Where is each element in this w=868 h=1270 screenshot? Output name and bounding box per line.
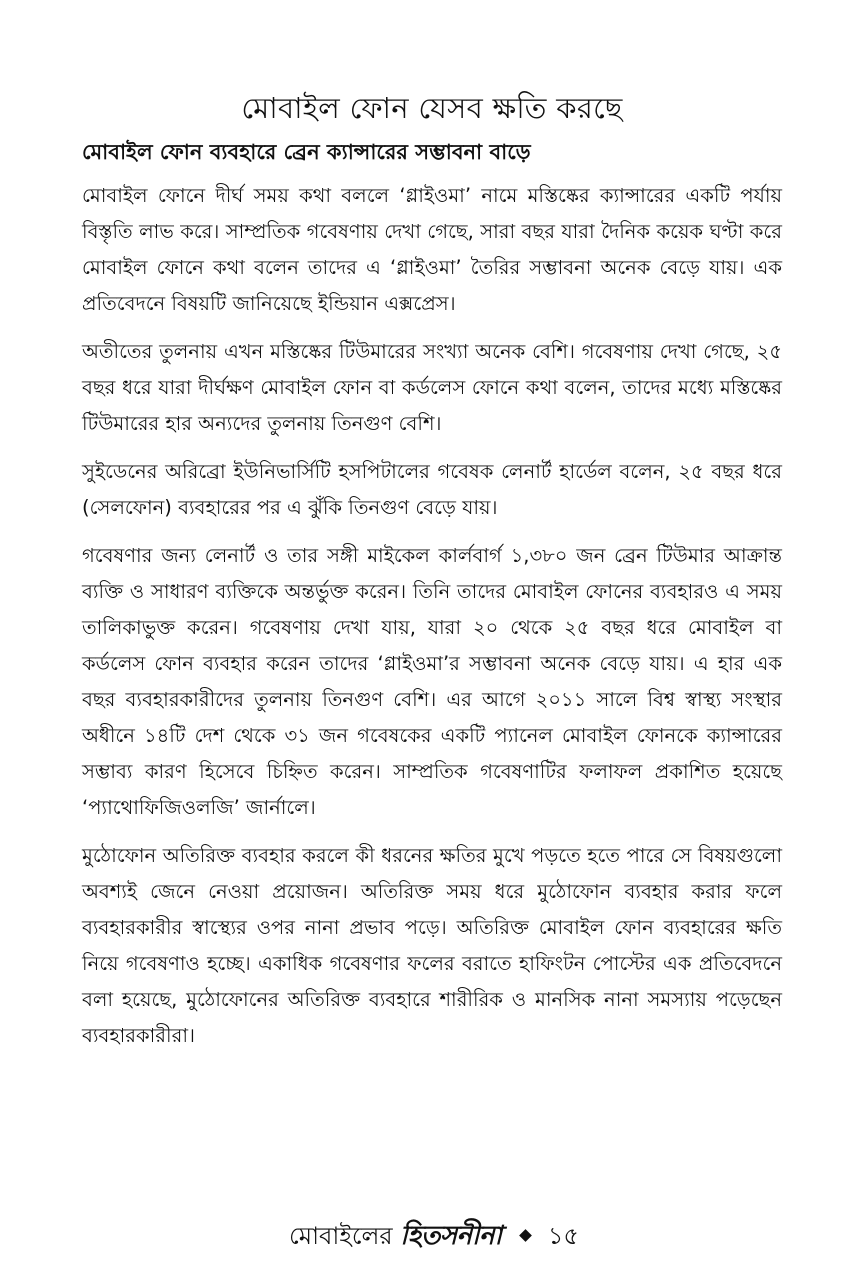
paragraph-5: মুঠোফোন অতিরিক্ত ব্যবহার করলে কী ধরনের ক্ষতির মুখে পড়তে হতে পারে সে বিষয়গুলো অবশ্যই জেনে নেওয়া প্রয়োজন। অতিরিক্ত সময় ধরে মুঠোফোন ব্যবহার করার ফলে ব্যবহারকারীর স্বাস্থ্যের ওপর নানা প্রভাব পড়ে। অতিরিক্ত মোবাইল ফোন ব্যবহারের ক্ষতি নিয়ে গবেষণাও হচ্ছে। একাধিক গবেষণার ফলের বরাতে হাফিংটন পোস্টের এক প্রতিবেদনে বলা হয়েছে, মুঠোফোনের অতিরিক্ত ব্যবহারে শারীরিক ও মানসিক নানা সমস্যায় পড়েছেন ব্যবহারকারীরা। <box>82 844 782 1047</box>
footer-book-prefix: মোবাইলের <box>289 1222 393 1250</box>
footer-book-brand: হিতসনীনা <box>400 1221 502 1251</box>
page-title: মোবাইল ফোন যেসব ক্ষতি করছে <box>241 91 623 125</box>
paragraph-2: অতীতের তুলনায় এখন মস্তিষ্কের টিউমারের সংখ্যা অনেক বেশি। গবেষণায় দেখা গেছে, ২৫ বছর ধরে যারা দীর্ঘক্ষণ মোবাইল ফোন বা কর্ডলেস ফোনে কথা বলেন, তাদের মধ্যে মস্তিষ্কের টিউমারের হার অন্যদের তুলনায় তিনগুণ বেশি। <box>82 340 782 435</box>
paragraph-1: মোবাইল ফোনে দীর্ঘ সময় কথা বললে ‘গ্লাইওমা’ নামে মস্তিষ্কের ক্যান্সারের একটি পর্যায় বিস্তৃতি লাভ করে। সাম্প্রতিক গবেষণায় দেখা গেছে, সারা বছর যারা দৈনিক কয়েক ঘণ্টা করে মোবাইল ফোনে কথা বলেন তাদের এ ‘গ্লাইওমা’ তৈরির সম্ভাবনা অনেক বেড়ে যায়। এক প্রতিবেদনে বিষয়টি জানিয়েছে ইন্ডিয়ান এক্সপ্রেস। <box>82 184 782 315</box>
page-number: ১৫ <box>547 1222 579 1250</box>
paragraph-3: সুইডেনের অরিব্রো ইউনিভার্সিটি হসপিটালের গবেষক লেনার্ট হার্ডেল বলেন, ২৫ বছর ধরে (সেলফোন) ব্যবহারের পর এ ঝুঁকি তিনগুণ বেড়ে যায়। <box>82 460 782 519</box>
page-footer <box>0 1216 868 1256</box>
section-heading: মোবাইল ফোন ব্যবহারে ব্রেন ক্যান্সারের সম্ভাবনা বাড়ে <box>82 140 531 164</box>
diamond-separator-icon <box>519 1229 532 1242</box>
paragraph-4: গবেষণার জন্য লেনার্ট ও তার সঙ্গী মাইকেল কার্লবার্গ ১,৩৮০ জন ব্রেন টিউমার আক্রান্ত ব্যক্তি ও সাধারণ ব্যক্তিকে অন্তর্ভুক্ত করেন। তিনি তাদের মোবাইল ফোনের ব্যবহারও এ সময় তালিকাভুক্ত করেন। গবেষণায় দেখা যায়, যারা ২০ থেকে ২৫ বছর ধরে মোবাইল বা কর্ডলেস ফোন ব্যবহার করেন তাদের ‘গ্লাইওমা’র সম্ভাবনা অনেক বেড়ে যায়। এ হার এক বছর ব্যবহারকারীদের তুলনায় তিনগুণ বেশি। এর আগে ২০১১ সালে বিশ্ব স্বাস্থ্য সংস্থার অধীনে ১৪টি দেশ থেকে ৩১ জন গবেষকের একটি প্যানেল মোবাইল ফোনকে ক্যান্সারের সম্ভাব্য কারণ হিসেবে চিহ্নিত করেন। সাম্প্রতিক গবেষণাটির ফলাফল প্রকাশিত হয়েছে ‘প্যাথোফিজিওলজি’ জার্নালে। <box>82 544 782 819</box>
page-body <box>82 88 782 1066</box>
